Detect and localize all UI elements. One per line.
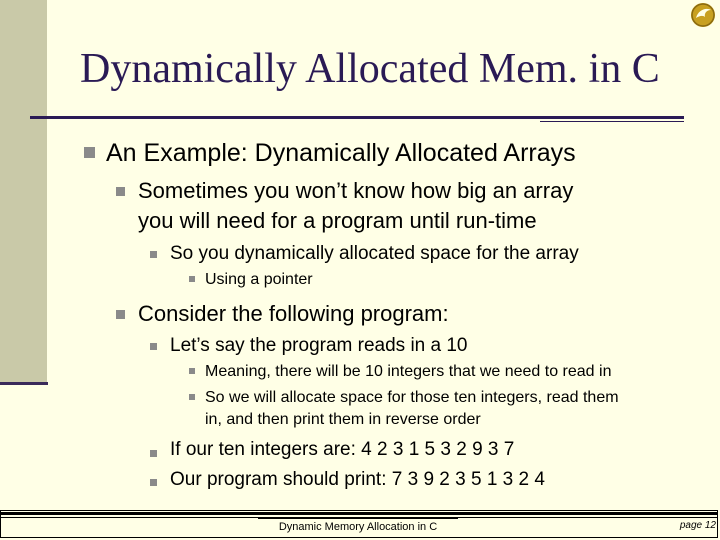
bullet-square <box>84 147 95 158</box>
logo-icon <box>690 2 716 28</box>
left-decorative-band <box>0 0 47 383</box>
bullet-example-heading: An Example: Dynamically Allocated Arrays <box>106 139 576 167</box>
bullet-square <box>189 394 195 400</box>
bullet-square <box>116 187 125 196</box>
title-divider <box>30 116 684 119</box>
bullet-using-pointer: Using a pointer <box>205 271 313 288</box>
bullet-square <box>116 310 125 319</box>
page-number: page 12 <box>679 520 716 531</box>
footer-title: Dynamic Memory Allocation in C <box>258 518 458 536</box>
bullet-allocate-space-line2: in, and then print them in reverse order <box>205 411 481 428</box>
title-divider-accent <box>540 121 684 122</box>
bullet-square <box>150 251 157 258</box>
bullet-allocate-space-line1: So we will allocate space for those ten integers, read them <box>205 389 619 406</box>
bullet-input-integers: If our ten integers are: 4 2 3 1 5 3 2 9 3 7 <box>170 439 515 460</box>
bullet-meaning-ten-integers: Meaning, there will be 10 integers that we need to read in <box>205 363 612 380</box>
bullet-square <box>150 343 157 350</box>
footer-rule-thick <box>0 512 718 515</box>
bullet-square <box>150 450 157 457</box>
bullet-square <box>189 368 195 374</box>
bullet-sometimes-line2: you will need for a program until run-time <box>138 208 537 233</box>
bullet-reads-ten: Let’s say the program reads in a 10 <box>170 335 468 356</box>
bullet-dynamic-space: So you dynamically allocated space for the array <box>170 243 579 264</box>
slide-title: Dynamically Allocated Mem. in C <box>80 46 660 92</box>
bullet-sometimes-line1: Sometimes you won’t know how big an array <box>138 178 574 203</box>
bullet-output-integers: Our program should print: 7 3 9 2 3 5 1 3 2 4 <box>170 469 545 490</box>
bullet-consider-program: Consider the following program: <box>138 301 449 326</box>
bullet-square <box>150 479 157 486</box>
bullet-square <box>189 276 195 282</box>
left-band-underline <box>0 382 48 385</box>
